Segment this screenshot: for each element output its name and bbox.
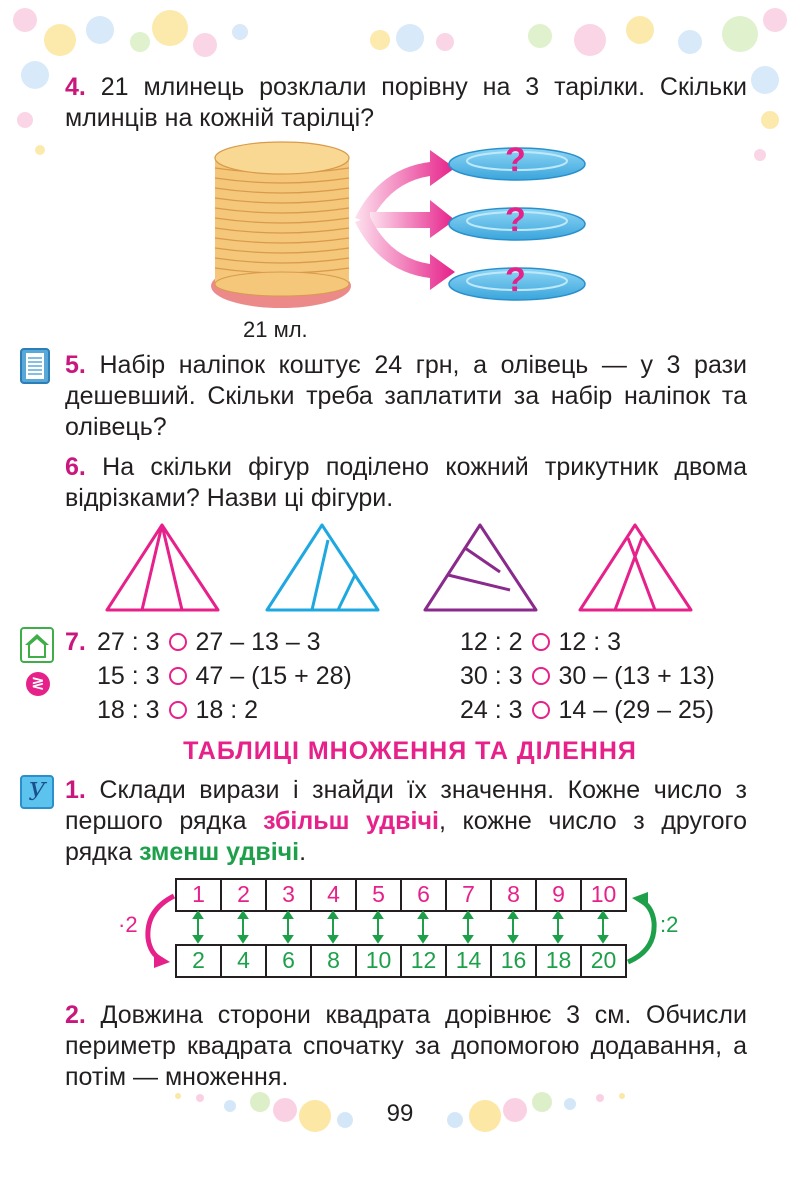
- task-6-number: 6.: [65, 453, 86, 481]
- task-6-text: 6. На скільки фігур поділено кожний трикутник двома відрізками? Назви ці фігури.: [65, 453, 747, 512]
- triangle-3: [425, 525, 536, 610]
- top-cell: 4: [312, 880, 357, 910]
- task-2-number: 2.: [65, 1001, 86, 1029]
- expression-row: 24 : 3 14 – (29 – 25): [460, 696, 715, 724]
- top-cell: 7: [447, 880, 492, 910]
- triangle-4: [580, 525, 691, 610]
- top-cell: 1: [177, 880, 222, 910]
- double-arrow-left: [140, 890, 180, 970]
- bottom-cell: 8: [312, 946, 357, 976]
- top-cell: 9: [537, 880, 582, 910]
- bottom-cell: 12: [402, 946, 447, 976]
- task-1-text: 1. Склади вирази і знайди їх значення. Кожне число з першого рядка збільш удвічі, кожне число з другого рядка зменш удвічі.: [65, 776, 748, 866]
- compare-circle[interactable]: [169, 667, 187, 685]
- bottom-cell: 14: [447, 946, 492, 976]
- plate-question-mark: ?: [505, 261, 526, 299]
- expression-row: 18 : 3 18 : 2: [97, 696, 259, 724]
- top-cell: 8: [492, 880, 537, 910]
- compare-badge-icon: ≷: [26, 672, 50, 696]
- task-4-text: 4. 21 млинець розклали порівну на 3 тарілки. Скільки млинців на кожній тарілці?: [65, 73, 747, 132]
- task-1-number: 1.: [65, 776, 86, 804]
- top-cell: 10: [590, 881, 617, 907]
- compare-circle[interactable]: [532, 701, 550, 719]
- top-cell: 3: [267, 880, 312, 910]
- bottom-cell: 20: [590, 947, 617, 973]
- stack-label: 21 мл.: [243, 317, 308, 342]
- compare-circle[interactable]: [169, 633, 187, 651]
- expression-row: 15 : 3 47 – (15 + 28): [97, 662, 352, 690]
- task-4-number: 4.: [65, 73, 86, 101]
- expression-row: 12 : 2 12 : 3: [460, 628, 622, 656]
- plate-question-mark: ?: [505, 141, 526, 179]
- triangle-1: [107, 525, 218, 610]
- compare-circle[interactable]: [169, 701, 187, 719]
- left-operation-label: ·2: [118, 912, 138, 937]
- highlight-double: збільш удвічі: [263, 807, 439, 835]
- pancake-stack-illustration: [205, 138, 625, 318]
- bottom-cell: 10: [357, 946, 402, 976]
- house-icon: [22, 629, 52, 661]
- task-7-right-column: [460, 625, 715, 727]
- bottom-cell: 6: [267, 946, 312, 976]
- bottom-cell: 4: [222, 946, 267, 976]
- notebook-icon: [20, 348, 50, 384]
- right-operation-label: :2: [660, 912, 679, 937]
- page-number: 99: [386, 1100, 414, 1127]
- home-task-icon: [20, 627, 54, 663]
- expression-row: 27 : 3 27 – 13 – 3: [97, 628, 321, 656]
- bottom-cell: 2: [177, 946, 222, 976]
- task-5-number: 5.: [65, 351, 86, 379]
- row-link-arrows: [175, 910, 635, 944]
- triangles-figure: [100, 520, 700, 615]
- bottom-number-row: [175, 944, 627, 978]
- task-5-text: 5. Набір наліпок коштує 24 грн, а олівець — у 3 рази дешевший. Скільки треба заплатити за набір наліпок та олівець?: [65, 351, 747, 441]
- top-cell: 6: [402, 880, 447, 910]
- oral-task-letter: У: [28, 778, 46, 806]
- highlight-halve: зменш удвічі: [139, 838, 300, 866]
- bottom-cell: 18: [537, 946, 582, 976]
- expression-row: 30 : 3 30 – (13 + 13): [460, 662, 715, 690]
- top-cell: 5: [357, 880, 402, 910]
- top-cell: 2: [222, 880, 267, 910]
- top-number-row: [175, 878, 627, 912]
- task-2-text: 2. Довжина сторони квадрата дорівнює 3 см. Обчисли периметр квадрата спочатку за допомогою додавання, а потім — множення.: [65, 1001, 747, 1091]
- task-7-left-column: [97, 625, 352, 727]
- task-7-number: 7.: [65, 628, 86, 656]
- compare-circle[interactable]: [532, 667, 550, 685]
- bottom-cell: 16: [492, 946, 537, 976]
- plate-question-mark: ?: [505, 201, 526, 239]
- section-title: ТАБЛИЦІ МНОЖЕННЯ ТА ДІЛЕННЯ: [183, 737, 637, 765]
- notebook-lines: [22, 350, 48, 382]
- oral-task-icon: [20, 775, 54, 809]
- triangle-2: [267, 525, 378, 610]
- halve-arrow-right: [622, 890, 662, 970]
- compare-circle[interactable]: [532, 633, 550, 651]
